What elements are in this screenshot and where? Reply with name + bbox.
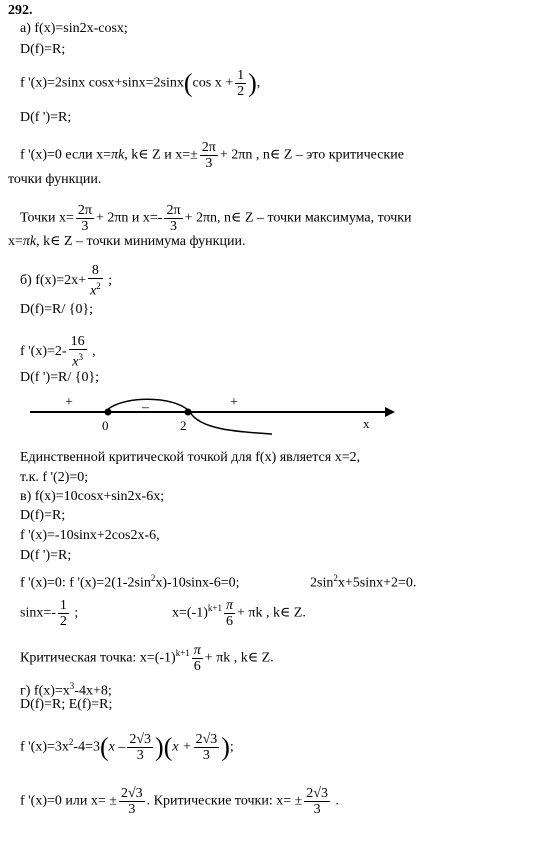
paren-open: (: [99, 732, 109, 762]
b-line-6: т.к. f '(2)=0;: [20, 470, 89, 485]
label-2: 2: [180, 418, 187, 433]
fraction-2root3-3: $\frac{2√3}{3}$: [120, 786, 143, 817]
fraction-2root3-3: $\frac{2√3}{3}$: [195, 732, 218, 763]
c-line-5: f '(x)=0: f '$(x)=2(1-2\sin^2x)-10\sin x-6=0$;: [20, 573, 240, 591]
point-0: [105, 409, 112, 416]
c-line-1: в) f(x)=10cosx+sin2x-6x;: [20, 489, 165, 504]
paren-close: ): [221, 732, 230, 762]
a-line-1: а) f(x)=sin2x-cosx;: [20, 21, 128, 36]
fraction-16-x3: $\frac{16}{x^3}$: [70, 334, 85, 370]
a-line-3: f '(x)=2sinx cosx+sinx=2sinx(cos x + $\frac{1}{2}$ ),: [20, 68, 261, 99]
b-line-5: Единственной критической точкой для f(x) является x=2,: [20, 450, 361, 465]
b-line-1: б) f(x)=2x+ $\frac{8}{x^2}$ ;: [20, 263, 113, 299]
fraction-pi-6: $\frac{\pi}{6}$: [193, 643, 201, 674]
paren-close: ): [248, 68, 257, 98]
label-0: 0: [102, 418, 109, 433]
fraction-pi-6: $\frac{\pi}{6}$: [225, 598, 233, 629]
fraction-8-x2: $\frac{8}{x^2}$: [90, 263, 101, 299]
d-line-4: f '(x)=0 или x= ± $\frac{2√3}{3}$ . Критические точки: x= ± $\frac{2√3}{3}$ .: [20, 786, 339, 817]
fraction-2pi-3: $\frac{2\pi}{3}$: [166, 203, 181, 234]
c-line-2: D(f)=R;: [20, 508, 66, 523]
sign-minus: –: [142, 400, 149, 415]
c-line-5-equation: $2\sin^2x+5\sin x+2=0$.: [310, 573, 417, 591]
a-line-7: Точки x= $\frac{2\pi}{3}$ + 2πn и x=- $\frac{2\pi}{3}$ + 2πn, n∈ Z – точки максимума, точки: [20, 203, 412, 234]
d-line-3: f '$(x)=3x^2-4=3(x$ – $\frac{2√3}{3}$ )(x + $\frac{2√3}{3}$ );: [20, 732, 234, 763]
a-line-6: точки функции.: [8, 172, 102, 187]
c-line-6-solution: $x=(-1)^{k+1}$ $\frac{\pi}{6}$ + πk , k∈ Z.: [172, 598, 306, 629]
c-line-3: f '(x)=-10sinx+2cos2x-6,: [20, 528, 160, 543]
paren-close: ): [155, 732, 164, 762]
b-line-2: D(f)=R/ {0};: [20, 302, 94, 317]
c-line-7: Критическая точка: $x=(-1)^{k+1}$ $\frac{\pi}{6}$ + πk , k∈ Z.: [20, 643, 274, 674]
point-2: [185, 409, 192, 416]
c-line-6: sinx=- $\frac{1}{2}$ ;: [20, 598, 79, 629]
axis-arrow: [385, 407, 395, 417]
fraction-2pi-3: $\frac{2\pi}{3}$: [201, 140, 216, 171]
d-line-1: г) $f(x)=x^3-4x+8$;: [20, 681, 112, 699]
a-paren-content: cos x +: [192, 75, 234, 91]
a-line-8: x=πk, k∈ Z – точки минимума функции.: [8, 234, 246, 249]
label-x: x: [363, 416, 370, 431]
fraction-2root3-3: $\frac{2√3}{3}$: [306, 786, 328, 817]
fraction-2root3-3: $\frac{2√3}{3}$: [129, 732, 152, 763]
a-line-4: D(f ')=R;: [20, 110, 72, 125]
fraction-2pi-3: $\frac{2\pi}{3}$: [77, 203, 92, 234]
a-line-2: D(f)=R;: [20, 42, 66, 57]
d-line-2: D(f)=R; E(f)=R;: [20, 697, 113, 712]
problem-number: 292.: [8, 3, 33, 18]
sign-diagram: [0, 390, 550, 440]
c-line-4: D(f ')=R;: [20, 548, 72, 563]
fraction-one-half: $\frac{1}{2}$: [59, 598, 67, 629]
b-line-3: f '(x)=2- $\frac{16}{x^3}$ ,: [20, 334, 96, 370]
sign-plus-1: +: [65, 395, 73, 410]
a-derivative: f '(x)=2sinx cosx+sinx=2sinx: [20, 75, 184, 91]
sign-plus-2: +: [230, 395, 238, 410]
b-line-4: D(f ')=R/ {0};: [20, 370, 100, 385]
paren-open: (: [183, 68, 193, 98]
paren-open: (: [163, 732, 173, 762]
a-line-5: f '(x)=0 если x=πk, k∈ Z и x=± $\frac{2\pi}{3}$ + 2πn , n∈ Z – это критические: [20, 140, 404, 171]
fraction-one-half: $\frac{1}{2}$: [237, 68, 245, 99]
